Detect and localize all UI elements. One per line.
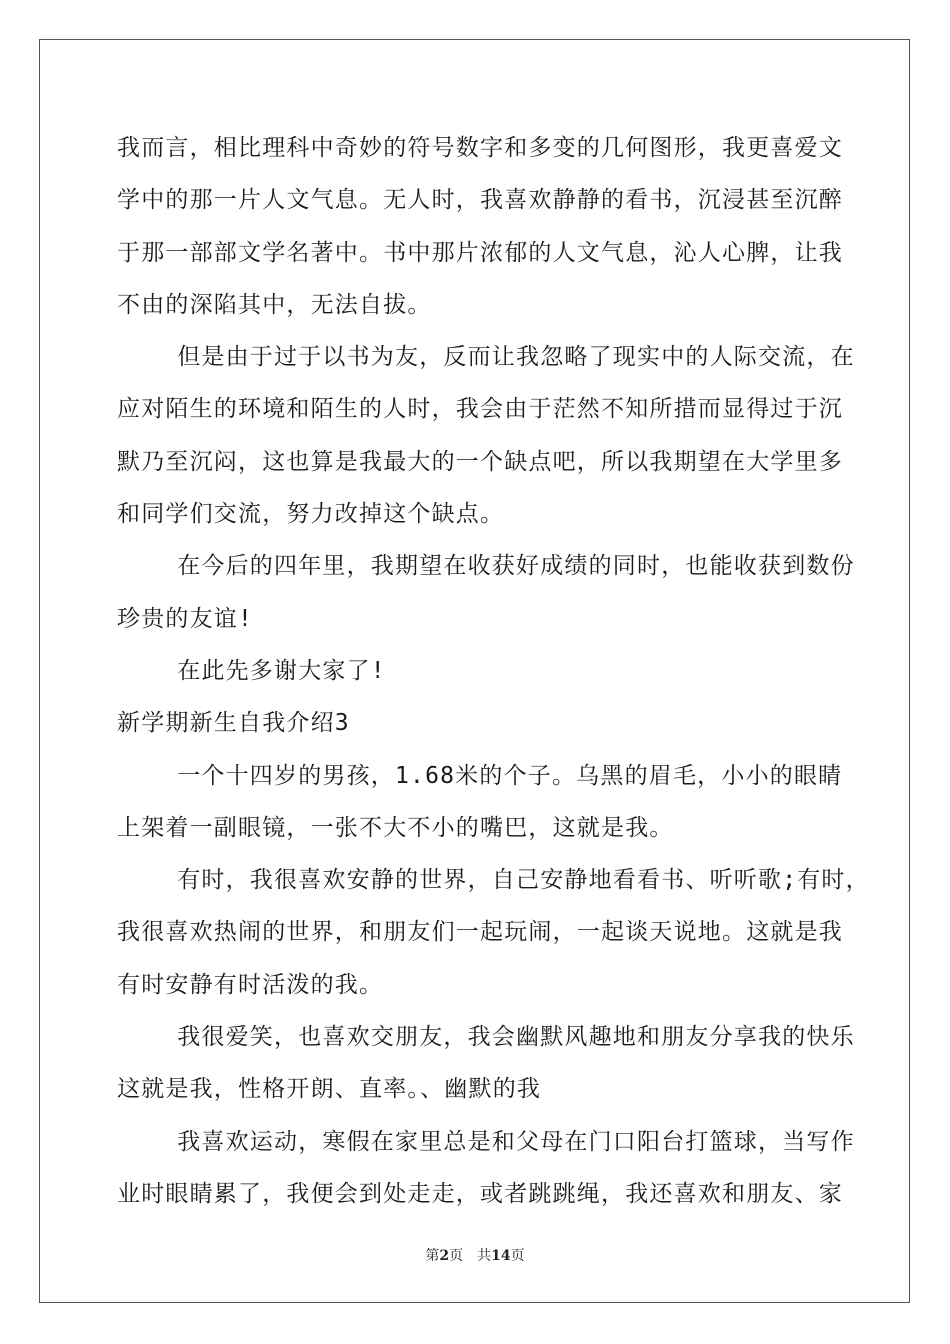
- text-line: 在此先多谢大家了!: [117, 657, 386, 684]
- text-line: 和同学们交流，努力改掉这个缺点。: [117, 501, 505, 528]
- page-footer: [0, 1245, 950, 1265]
- text-line: 但是由于过于以书为友，反而让我忽略了现实中的人际交流，在: [117, 344, 855, 371]
- text-line: 在今后的四年里，我期望在收获好成绩的同时，也能收获到数份: [117, 553, 855, 580]
- document-body: [117, 128, 870, 1226]
- text-line: 有时，我很喜欢安静的世界，自己安静地看看书、听听歌;有时，: [117, 867, 870, 894]
- page-number: 2: [439, 1248, 450, 1264]
- text-line: 业时眼睛累了，我便会到处走走，或者跳跳绳，我还喜欢和朋友、家: [117, 1180, 843, 1207]
- page-unit: 页: [449, 1248, 464, 1264]
- text-line: 我很爱笑，也喜欢交朋友，我会幽默风趣地和朋友分享我的快乐: [117, 1024, 855, 1051]
- text-line: 一个十四岁的男孩，1.68米的个子。乌黑的眉毛，小小的眼睛: [117, 762, 843, 789]
- total-prefix: 共: [477, 1248, 492, 1264]
- text-line: 我很喜欢热闹的世界，和朋友们一起玩闹，一起谈天说地。这就是我: [117, 919, 843, 946]
- text-line: 于那一部部文学名著中。书中那片浓郁的人文气息，沁人心脾，让我: [117, 239, 843, 266]
- text-line: 应对陌生的环境和陌生的人时，我会由于茫然不知所措而显得过于沉: [117, 396, 843, 423]
- text-line: 我喜欢运动，寒假在家里总是和父母在门口阳台打篮球，当写作: [117, 1128, 855, 1155]
- text-line: 学中的那一片人文气息。无人时，我喜欢静静的看书，沉浸甚至沉醉: [117, 187, 843, 214]
- text-line: 这就是我，性格开朗、直率。、幽默的我: [117, 1076, 542, 1103]
- text-line: 默乃至沉闷，这也算是我最大的一个缺点吧，所以我期望在大学里多: [117, 448, 843, 475]
- text-line: 不由的深陷其中，无法自拔。: [117, 291, 432, 318]
- section-heading: 新学期新生自我介绍3: [117, 710, 350, 737]
- page-total: 14: [491, 1248, 511, 1264]
- text-line: 上架着一副眼镜，一张不大不小的嘴巴，这就是我。: [117, 814, 674, 841]
- total-unit: 页: [510, 1248, 525, 1264]
- page-prefix: 第: [425, 1248, 440, 1264]
- text-line: 珍贵的友谊!: [117, 605, 254, 632]
- text-line: 我而言，相比理科中奇妙的符号数字和多变的几何图形，我更喜爱文: [117, 135, 843, 161]
- text-line: 有时安静有时活泼的我。: [117, 971, 384, 998]
